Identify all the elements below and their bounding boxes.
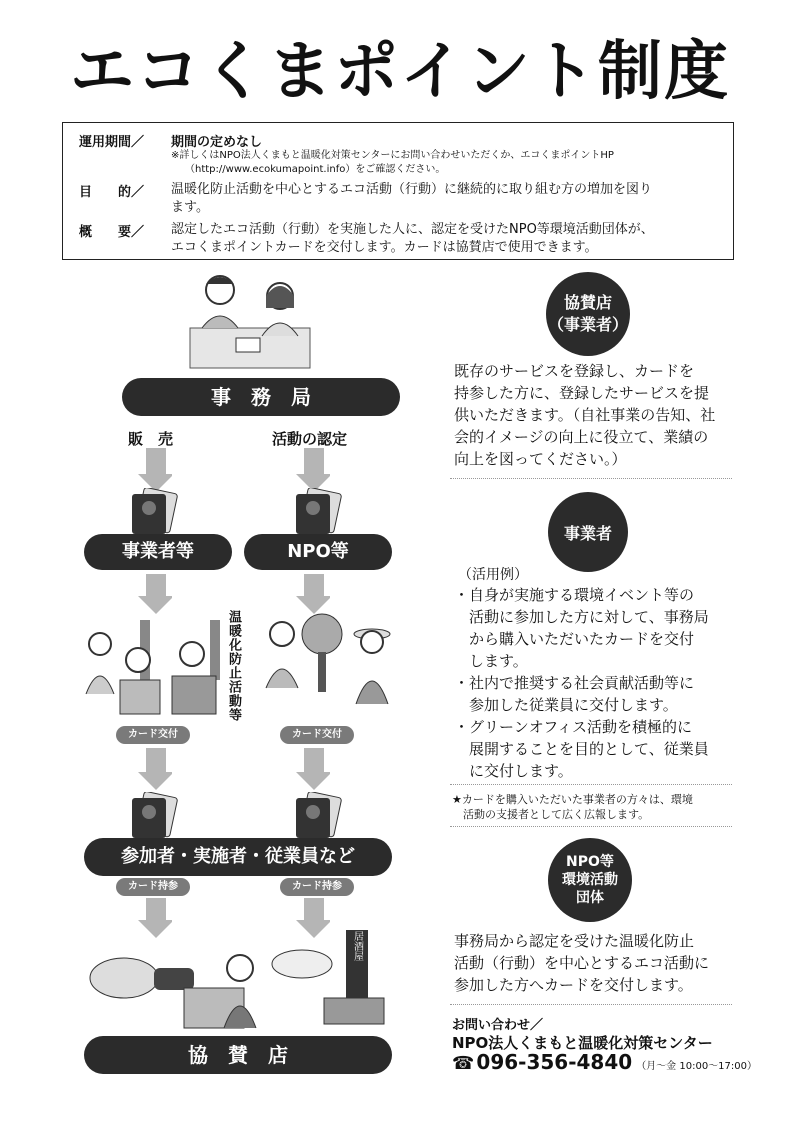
purpose-text-2: ます。 (171, 200, 209, 215)
sponsor-bar: 協 賛 店 (84, 1036, 392, 1074)
business-bar: 事業者等 (84, 534, 232, 570)
contact-hours: （月〜金 10:00〜17:00） (636, 1061, 758, 1072)
contact-label: お問い合わせ／ (452, 1018, 544, 1033)
list-item: に交付します。 (454, 762, 573, 780)
phone-icon: ☎ (452, 1053, 475, 1074)
card-icon (126, 488, 182, 536)
arrow-down-icon (138, 448, 172, 492)
purpose-label: 目 的／ (79, 185, 145, 200)
sponsor-circle-line-2: （事業者） (547, 315, 628, 334)
text-line: 参加した方へカードを交付します。 (454, 976, 693, 994)
period-note-2: （http://www.ecokumapoint.info）をご確認ください。 (185, 164, 446, 175)
note-line-2: 活動の支援者として広く広報します。 (452, 808, 650, 821)
card-bring-left: カード持参 (116, 878, 190, 896)
note-line-1: ★カードを購入いただいた事業者の方々は、環境 (452, 793, 693, 806)
text-line: 向上を図ってください。） (454, 450, 627, 468)
card-icon (290, 488, 346, 536)
text-line: 既存のサービスを登録し、カードを (454, 362, 695, 380)
business-example-heading: （活用例） (458, 567, 528, 583)
card-issue-right: カード交付 (280, 726, 354, 744)
list-item: 参加した従業員に交付します。 (454, 696, 678, 714)
arrow-down-icon (138, 574, 172, 614)
info-box (62, 122, 734, 260)
divider (450, 826, 732, 827)
list-item: ・グリーンオフィス活動を積極的に (454, 718, 693, 736)
period-label: 運用期間／ (79, 135, 145, 150)
business-examples (454, 584, 709, 782)
period-value: 期間の定めなし (171, 135, 263, 150)
npo-circle (548, 838, 632, 922)
card-icon (290, 792, 346, 840)
arrow-down-icon (296, 448, 330, 492)
overview-text-1: 認定したエコ活動（行動）を実施した人に、認定を受けたNPO等環境活動団体が、 (171, 222, 654, 237)
period-note-1: ※詳しくはNPO法人くまもと温暖化対策センターにお問い合わせいただくか、エコくまポイントHP (171, 150, 614, 161)
list-item: します。 (454, 652, 528, 670)
participants-bar: 参加者・実施者・従業員など (84, 838, 392, 876)
card-issue-left: カード交付 (116, 726, 190, 744)
page-title: エコくまポイント制度 (70, 35, 730, 109)
volunteers-illustration (252, 604, 402, 720)
text-line: 持参した方に、登録したサービスを提 (454, 384, 710, 402)
vertical-activity-label: 温暖化防止活動等 (226, 610, 241, 722)
card-bring-right: カード持参 (280, 878, 354, 896)
business-note (452, 792, 693, 822)
shop-sign: 居酒屋 (351, 931, 363, 961)
card-icon (126, 792, 182, 840)
office-staff-illustration (180, 268, 320, 378)
sponsor-shops-illustration (84, 928, 394, 1034)
sell-label: 販 売 (128, 430, 174, 448)
npo-bar: NPO等 (244, 534, 392, 570)
divider (450, 1004, 732, 1005)
sponsor-description (454, 360, 715, 470)
arrow-down-icon (296, 748, 330, 790)
list-item: ・自身が実施する環境イベント等の (454, 586, 695, 604)
divider (450, 478, 732, 479)
list-item: ・社内で推奨する社会貢献活動等に (454, 674, 695, 692)
text-line: 事務局から認定を受けた温暖化防止 (454, 932, 695, 950)
text-line: 会的イメージの向上に役立て、業績の (454, 428, 709, 446)
contact-phone-row (452, 1050, 757, 1074)
text-line: 供いただきます。（自社事業の告知、社 (454, 406, 716, 424)
business-circle: 事業者 (548, 492, 628, 572)
text-line: 活動（行動）を中心とするエコ活動に (454, 954, 710, 972)
npo-circle-line-2: 環境活動 (562, 872, 618, 888)
arrow-down-icon (138, 748, 172, 790)
list-item: から購入いただいたカードを交付 (454, 630, 695, 648)
overview-text-2: エコくまポイントカードを交付します。カードは協賛店で使用できます。 (171, 240, 598, 255)
divider (450, 784, 732, 785)
office-bar: 事 務 局 (122, 378, 400, 416)
overview-label: 概 要／ (79, 225, 145, 240)
npo-circle-line-1: NPO等 (566, 854, 614, 870)
contact-org: NPO法人くまもと温暖化対策センター (452, 1034, 713, 1052)
sponsor-circle-line-1: 協賛店 (563, 293, 612, 312)
npo-description (454, 930, 709, 996)
purpose-text-1: 温暖化防止活動を中心とするエコ活動（行動）に継続的に取り組む方の増加を図り (171, 182, 653, 197)
list-item: 展開することを目的として、従業員 (454, 740, 709, 758)
sponsor-circle (546, 272, 630, 356)
event-participants-illustration (80, 614, 230, 724)
certify-label: 活動の認定 (272, 430, 348, 448)
list-item: 活動に参加した方に対して、事務局 (454, 608, 709, 626)
contact-phone: 096-356-4840 (476, 1050, 633, 1074)
npo-circle-line-3: 団体 (576, 890, 604, 906)
